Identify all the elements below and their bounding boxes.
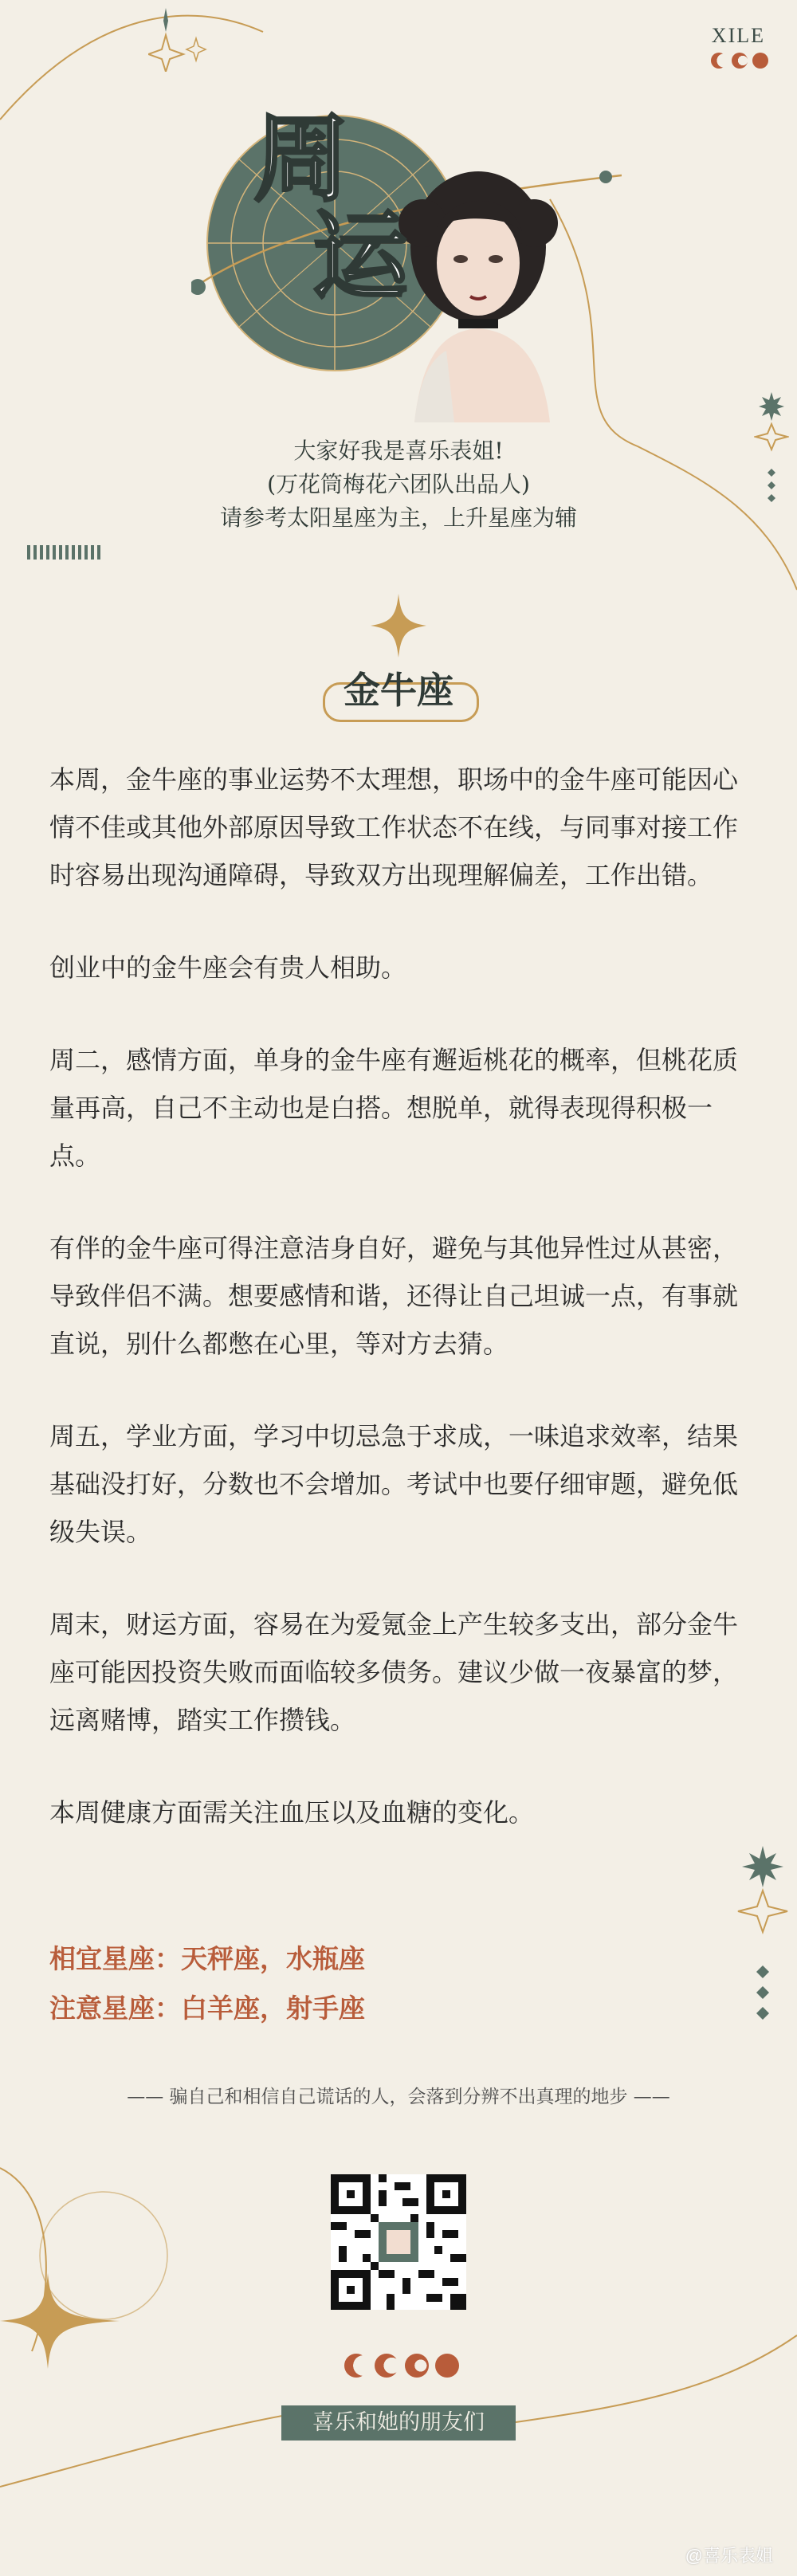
stripe-decoration xyxy=(27,545,100,560)
paragraph: 周二，感情方面，单身的金牛座有邂逅桃花的概率，但桃花质量再高，自己不主动也是白搭。想脱单，就得表现得积极一点。 xyxy=(49,1045,739,1171)
paragraph: 有伴的金牛座可得注意洁身自好，避免与其他异性过从甚密，导致伴侣不满。想要感情和谐，还得让自己坦诚一点，有事就直说，别什么都憋在心里，等对方去猜。 xyxy=(49,1233,739,1359)
star-icon xyxy=(735,1846,791,2029)
badge-char-1: 周 xyxy=(253,103,349,215)
moon-phase-icons xyxy=(711,53,768,69)
moon-phase-icons xyxy=(344,2354,459,2378)
horoscope-content xyxy=(49,756,751,1881)
paragraph: 周末，财运方面，容易在为爱氪金上产生较多支出，部分金牛座可能因投资失败而面临较多债务。建议少做一夜暴富的梦，远离赌博，踏实工作攒钱。 xyxy=(49,1609,739,1735)
paragraph: 创业中的金牛座会有贵人相助。 xyxy=(49,952,407,983)
intro-line-3: 请参考太阳星座为主，上升星座为辅 xyxy=(219,505,577,531)
paragraph: 本周健康方面需关注血压以及血糖的变化。 xyxy=(49,1797,535,1828)
quote-text: —— 骗自己和相信自己谎话的人，会落到分辨不出真理的地步 —— xyxy=(127,2087,670,2107)
badge-char-2: 运 xyxy=(312,200,408,312)
intro-text xyxy=(0,434,797,535)
sparkle-icon xyxy=(0,2273,120,2369)
paragraph: 周五，学业方面，学习中切忌急于求成，一味追求效率，结果基础没打好，分数也不会增加。考试中也要仔细审题，避免低级失误。 xyxy=(49,1421,739,1547)
sign-title: 金牛座 xyxy=(344,669,453,712)
watermark: @喜乐表姐 xyxy=(685,2546,773,2566)
qr-code-image[interactable] xyxy=(331,2174,466,2310)
intro-line-1: 大家好我是喜乐表姐! xyxy=(293,438,504,464)
brand-label: XILE xyxy=(711,24,765,47)
paragraph: 本周，金牛座的事业运势不太理想，职场中的金牛座可能因心情不佳或其他外部原因导致工作状态不在线，与同事对接工作时容易出现沟通障碍，导致双方出现理解偏差，工作出错。 xyxy=(49,764,739,890)
sparkle-icon xyxy=(371,594,426,658)
intro-line-2: (万花筒梅花六团队出品人) xyxy=(267,471,530,497)
compatible-signs: 相宜星座：天秤座，水瓶座 xyxy=(49,1943,365,1974)
star-icon xyxy=(148,8,212,72)
footer-label: 喜乐和她的朋友们 xyxy=(281,2405,516,2441)
caution-signs: 注意星座：白羊座，射手座 xyxy=(49,1993,365,2024)
